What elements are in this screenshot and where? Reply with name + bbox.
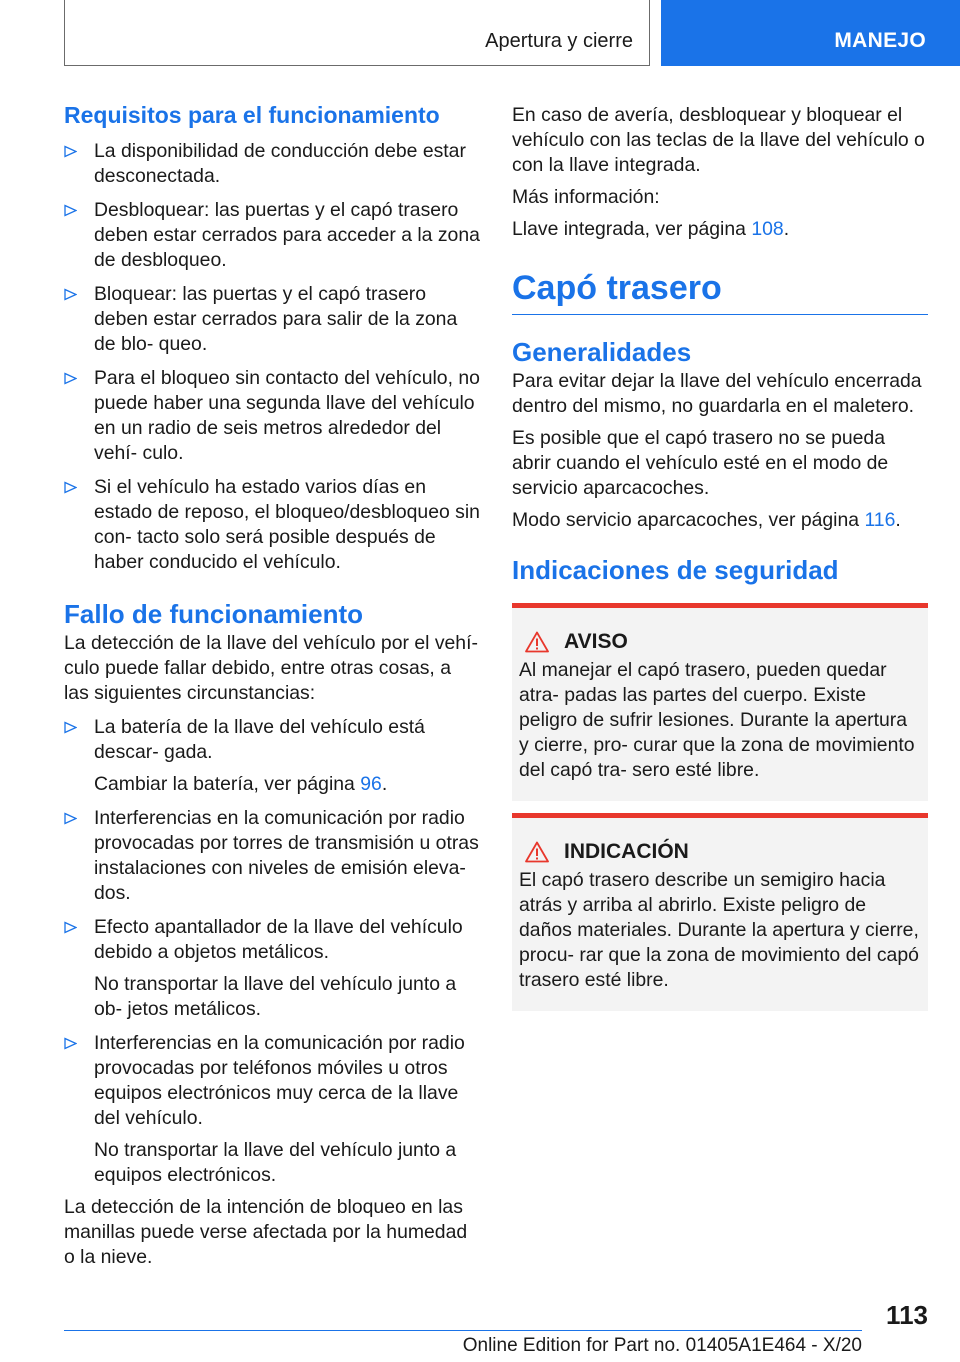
section-title-capo-trasero: Capó trasero [512,266,928,315]
left-column [64,100,480,1270]
general-heading: Generalidades [512,337,692,367]
warning-triangle-icon [525,631,549,653]
page-reference: Cambiar la batería, ver página 96. [94,773,388,795]
malfunction-heading: Fallo de funcionamiento [64,599,364,629]
bullet-triangle-icon [64,812,77,825]
footer-divider [64,1330,862,1331]
list-item: Si el vehículo ha estado varios días en estado de reposo, el bloqueo/desbloqueo sin con‐ tacto solo será posible después de haber conducido el vehículo. [64,475,480,575]
page-reference: Modo servicio aparcacoches, ver página 116. [512,509,901,531]
list-item: La batería de la llave del vehículo está descar‐ gada. Cambiar la batería, ver página 96. [64,715,480,797]
bullet-triangle-icon [64,481,77,494]
bullet-triangle-icon [64,145,77,158]
header-chapter-label: MANEJO [834,29,926,52]
notice-text: El capó trasero describe un semigiro hacia atrás y arriba al abrirlo. Existe peligro de daños materiales. Durante la apertura y cierre, procu‐ rar que la zona de movimiento del capó trasero esté libre. [519,869,919,991]
warning-box-aviso [512,603,928,801]
requirements-heading: Requisitos para el funcionamiento [64,102,440,128]
page-number: 113 [886,1300,928,1330]
malfunction-outro: La detección de la intención de bloqueo en las manillas puede verse afectada por la humedad o la nieve. [64,1196,468,1268]
list-item: Efecto apantallador de la llave del vehículo debido a objetos metálicos. No transportar la llave del vehículo junto a ob‐ jetos metálicos. [64,915,480,1022]
more-info-label: Más información: [512,186,660,208]
footer-edition: Online Edition for Part no. 01405A1E464 - X/20 [462,1335,862,1356]
list-item: Interferencias en la comunicación por radio provocadas por torres de transmisión u otras instalaciones con niveles de emisión eleva‐ dos. [64,806,480,906]
bullet-triangle-icon [64,372,77,385]
warning-text: Al manejar el capó trasero, pueden quedar atra‐ padas las partes del cuerpo. Existe peligro de sufrir lesiones. Durante la apertura y cierre, pro‐ curar que la zona de movimiento del capó tra‐ sero esté libre. [519,659,915,781]
right-column [512,100,928,1011]
bullet-triangle-icon [64,204,77,217]
list-item: Desbloquear: las puertas y el capó trasero deben estar cerrados para acceder a la zona de desbloqueo. [64,198,480,273]
malfunction-list [64,715,480,1188]
bullet-triangle-icon [64,921,77,934]
header-section-box [64,0,650,66]
list-item: La disponibilidad de conducción debe estar desconectada. [64,139,480,189]
bullet-triangle-icon [64,288,77,301]
list-item: Bloquear: las puertas y el capó trasero deben estar cerrados para salir de la zona de blo‐ queo. [64,282,480,357]
page-link-108[interactable]: 108 [751,218,784,240]
general-paragraph-2: Es posible que el capó trasero no se pueda abrir cuando el vehículo esté en el modo de servicio aparcacoches. [512,427,889,499]
list-item: Para el bloqueo sin contacto del vehículo, no puede haber una segunda llave del vehículo en un radio de seis metros alrededor del vehí‐ culo. [64,366,480,466]
notice-label: INDICACIÓN [564,840,689,863]
warning-label: AVISO [564,630,628,653]
warning-triangle-icon [525,841,549,863]
safety-heading: Indicaciones de seguridad [512,555,839,585]
bullet-triangle-icon [64,721,77,734]
page-reference: Llave integrada, ver página 108. [512,218,790,240]
malfunction-intro: La detección de la llave del vehículo por el vehí‐ culo puede fallar debido, entre otras cosas, a las siguientes circunstancias: [64,632,478,704]
notice-box-indicacion [512,813,928,1011]
requirements-list [64,139,480,575]
breakdown-paragraph: En caso de avería, desbloquear y bloquear el vehículo con las teclas de la llave del vehículo o con la llave integrada. [512,104,925,176]
general-paragraph-1: Para evitar dejar la llave del vehículo encerrada dentro del mismo, no guardarla en el maletero. [512,370,922,417]
header-section-title: Apertura y cierre [485,30,633,52]
header-chapter-tab[interactable] [661,0,960,66]
bullet-triangle-icon [64,1037,77,1050]
list-item: Interferencias en la comunicación por radio provocadas por teléfonos móviles u otros equipos electrónicos muy cerca de la llave del vehículo. No transportar la llave del vehículo junto a equipos electrónicos. [64,1031,480,1188]
page-link-116[interactable]: 116 [864,509,896,531]
page-link-96[interactable]: 96 [360,773,382,795]
